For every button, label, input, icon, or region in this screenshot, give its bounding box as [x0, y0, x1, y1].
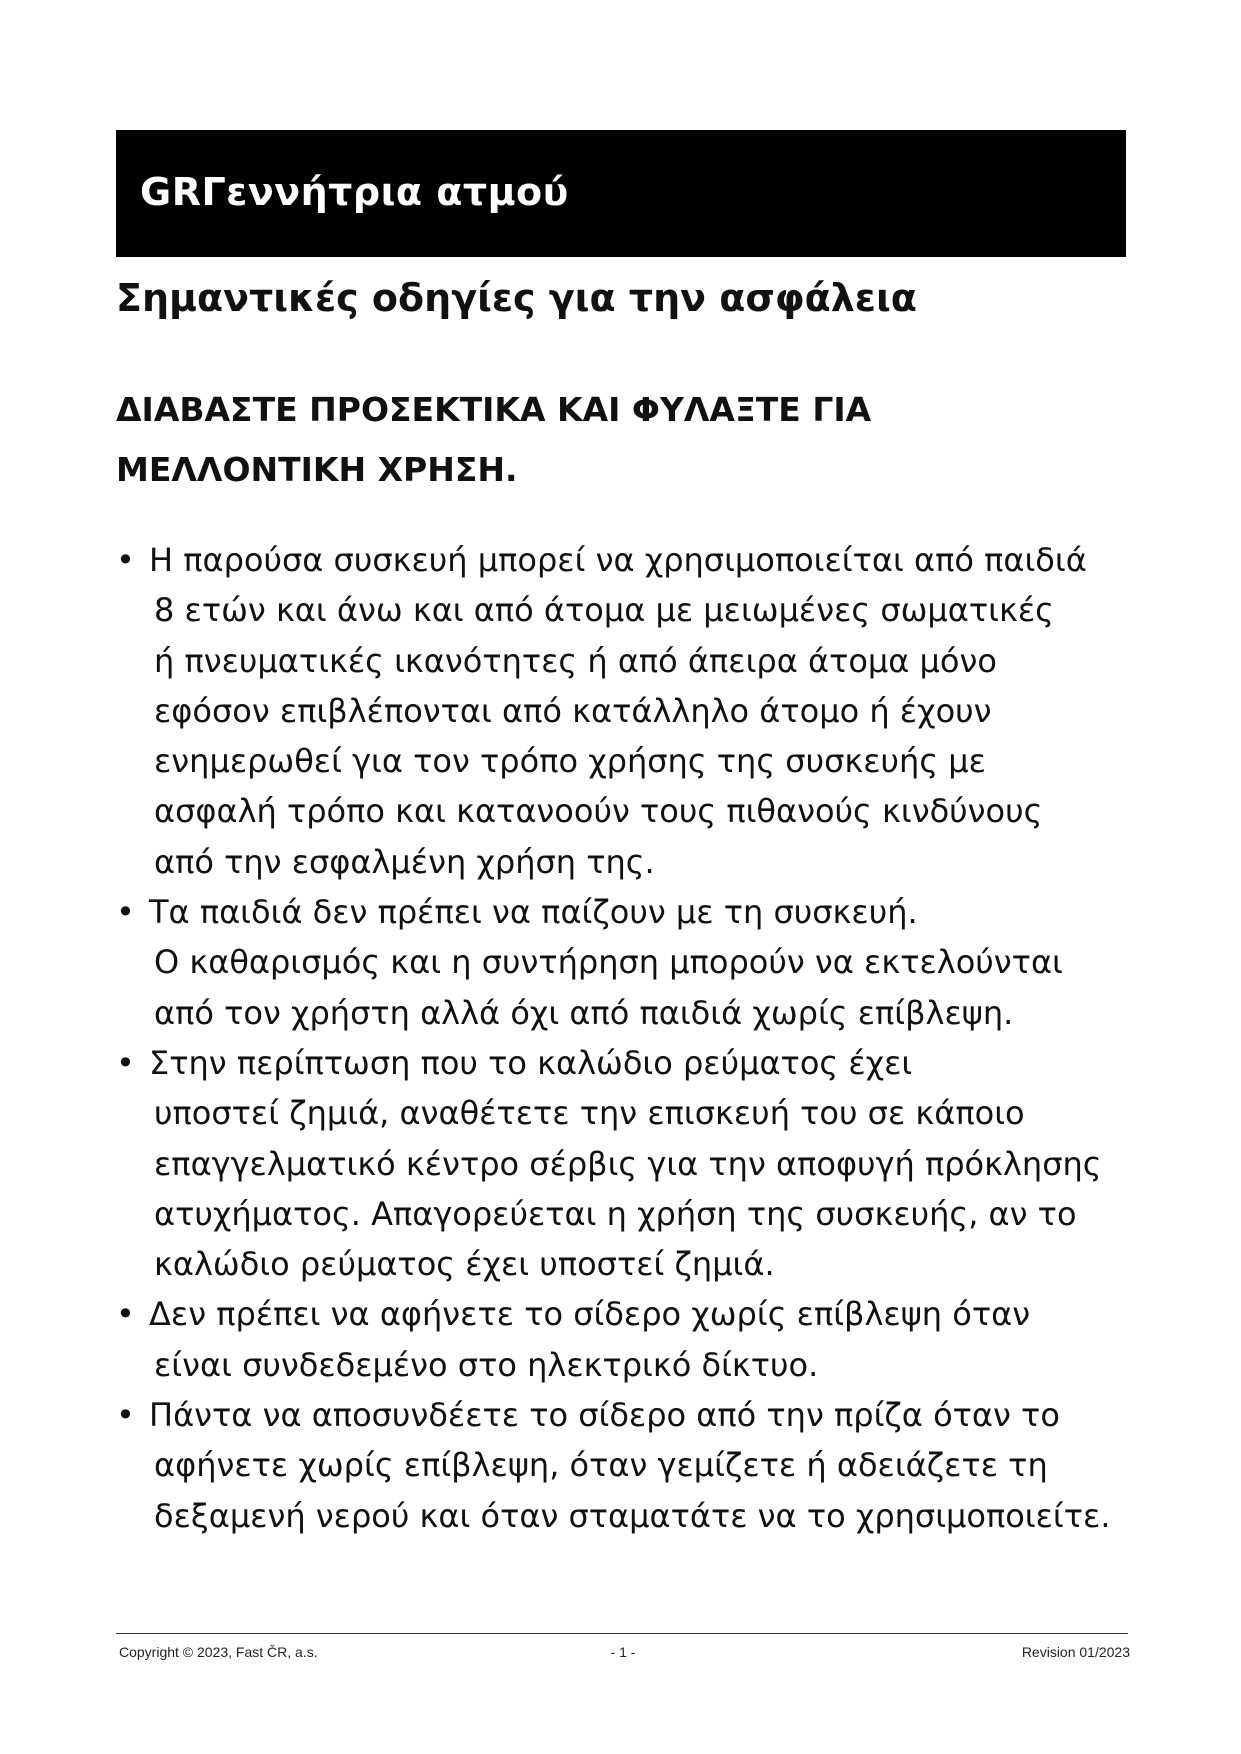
- instruction-line: ενημερωθεί για τον τρόπο χρήσης της συσκευής με: [154, 742, 986, 781]
- bullet-point: •: [116, 1396, 135, 1435]
- bullet-point: •: [116, 1043, 135, 1082]
- instruction-line: καλώδιο ρεύματος έχει υποστεί ζημιά.: [154, 1245, 775, 1284]
- instruction-line: Πάντα να αποσυνδέετε το σίδερο από την πρίζα όταν το: [149, 1396, 1060, 1435]
- instruction-line: 8 ετών και άνω και από άτομα με μειωμένες σωματικές: [154, 591, 1054, 630]
- instruction-line: είναι συνδεδεμένο στο ηλεκτρικό δίκτυο.: [154, 1345, 819, 1384]
- instruction-line: από τον χρήστη αλλά όχι από παιδιά χωρίς επίβλεψη.: [154, 993, 1014, 1032]
- instruction-line: ατυχήματος. Απαγορεύεται η χρήση της συσκευής, αν το: [154, 1194, 1077, 1233]
- instruction-line: Στην περίπτωση που το καλώδιο ρεύματος έχει: [149, 1043, 913, 1082]
- safety-instruction-item: [116, 1038, 1131, 1289]
- instruction-line: Τα παιδιά δεν πρέπει να παίζουν με τη συσκευή.: [149, 893, 918, 932]
- safety-instruction-item: [116, 535, 1131, 887]
- instruction-line: υποστεί ζημιά, αναθέτετε την επισκευή του σε κάποιο: [154, 1094, 1025, 1133]
- instruction-line: αφήνετε χωρίς επίβλεψη, όταν γεμίζετε ή αδειάζετε τη: [154, 1446, 1048, 1485]
- safety-instruction-item: [116, 1390, 1131, 1541]
- footer-copyright: Copyright © 2023, Fast ČR, a.s.: [119, 1644, 318, 1660]
- instruction-line: επαγγελματικό κέντρο σέρβις για την αποφυγή πρόκλησης: [154, 1144, 1102, 1183]
- instruction-line: Δεν πρέπει να αφήνετε το σίδερο χωρίς επίβλεψη όταν: [149, 1295, 1031, 1334]
- bullet-point: •: [116, 541, 135, 579]
- instruction-line: ή πνευματικές ικανότητες ή από άπειρα άτομα μόνο: [154, 641, 997, 680]
- instruction-line: Η παρούσα συσκευή μπορεί να χρησιμοποιείται από παιδιά: [149, 541, 1087, 579]
- safety-instructions-list: [116, 535, 1131, 1541]
- instruction-line: εφόσον επιβλέπονται από κατάλληλο άτομο ή έχουν: [154, 691, 992, 730]
- instruction-line: δεξαμενή νερού και όταν σταματάτε να το χρησιμοποιείτε.: [154, 1496, 1111, 1535]
- bullet-point: •: [116, 893, 135, 932]
- instruction-line: από την εσφαλμένη χρήση της.: [154, 842, 655, 881]
- instruction-line: ασφαλή τρόπο και κατανοούν τους πιθανούς κινδύνους: [154, 792, 1043, 831]
- warning-line-2: ΜΕΛΛΟΝΤΙΚΗ ΧΡΗΣΗ.: [116, 450, 518, 489]
- footer-divider: [116, 1633, 1128, 1634]
- safety-instruction-item: [116, 1289, 1131, 1390]
- section-heading: Σημαντικές οδηγίες για την ασφάλεια: [116, 276, 917, 320]
- bullet-point: •: [116, 1295, 135, 1334]
- footer-page-number: - 1 -: [610, 1644, 636, 1660]
- document-title: GRΓεννήτρια ατμού: [140, 169, 569, 214]
- read-carefully-warning: [116, 380, 1126, 500]
- header-bar: [116, 130, 1126, 257]
- safety-instruction-item: [116, 887, 1131, 1038]
- page-footer: [116, 1644, 1130, 1664]
- instruction-line: Ο καθαρισμός και η συντήρηση μπορούν να εκτελούνται: [154, 943, 1063, 982]
- footer-revision: Revision 01/2023: [1021, 1644, 1130, 1660]
- warning-line-1: ΔΙΑΒΑΣΤΕ ΠΡΟΣΕΚΤΙΚΑ ΚΑΙ ΦΥΛΑΞΤΕ ΓΙΑ: [116, 390, 872, 429]
